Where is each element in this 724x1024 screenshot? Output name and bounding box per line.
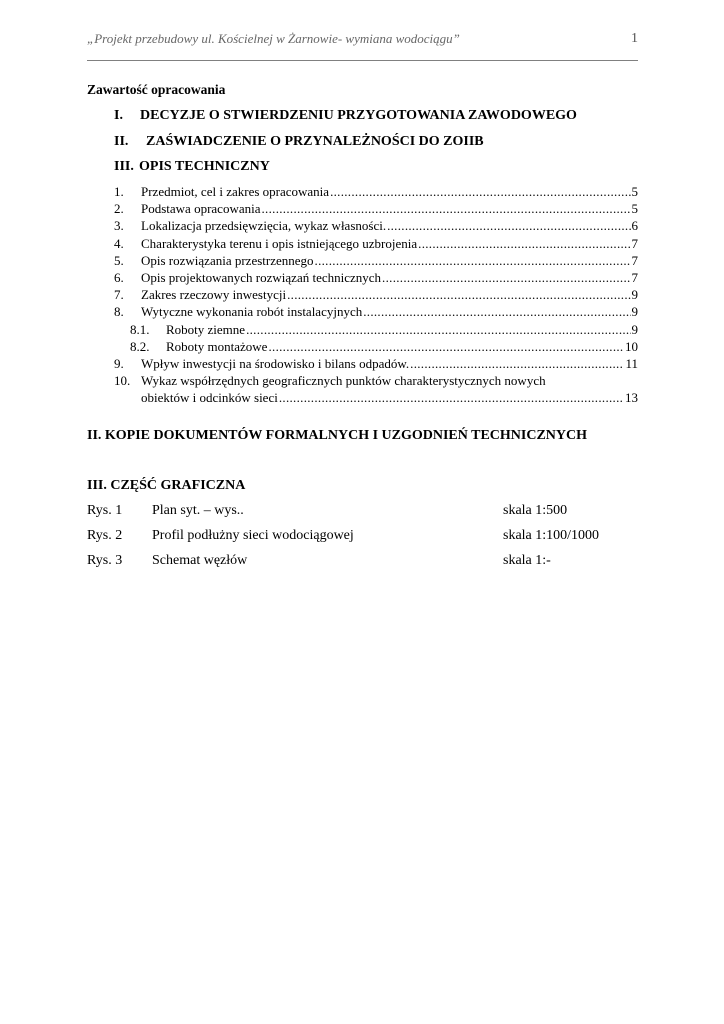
toc-number: 6. [114,269,124,285]
toc-page: 11 [625,355,638,371]
drawing-scale: skala 1:- [503,553,551,568]
section-number: III. [114,159,134,174]
toc-page: 7 [631,269,638,285]
toc-number: 4. [114,235,124,251]
toc-page: 5 [631,201,638,217]
toc-page: 6 [631,218,638,234]
toc-page: 13 [625,390,638,406]
section-czesc-graficzna: III. CZĘŚĆ GRAFICZNA [87,478,246,493]
toc-number: 10. [114,373,131,389]
drawing-label: Rys. 3 [87,553,123,568]
toc-number: 5. [114,252,124,268]
toc-subentry[interactable] [114,338,638,355]
section-number: II. [114,134,129,149]
drawing-title: Plan syt. – wys.. [152,503,244,518]
drawing-title: Profil podłużny sieci wodociągowej [152,528,354,543]
toc-entry[interactable] [114,269,638,286]
toc-entry[interactable] [114,200,638,217]
toc-label: Roboty montażowe [166,338,268,354]
section-label: ZAŚWIADCZENIE O PRZYNALEŻNOŚCI DO ZOIIB [146,134,484,149]
toc-entry[interactable] [114,217,638,234]
toc-number: 2. [114,201,124,217]
drawing-label: Rys. 2 [87,528,123,543]
drawing-title: Schemat węzłów [152,553,248,568]
drawing-scale: skala 1:100/1000 [503,528,600,543]
toc-label: Wpływ inwestycji na środowisko i bilans odpadów. [141,355,410,371]
drawing-label: Rys. 1 [87,503,123,518]
drawing-row [87,553,647,575]
table-of-contents [114,183,638,406]
page-header [87,30,638,61]
toc-label: Opis rozwiązania przestrzennego [141,252,314,268]
toc-subentry[interactable] [114,321,638,338]
toc-entry[interactable] [114,355,638,372]
toc-number: 7. [114,287,124,303]
toc-number: 8. [114,304,124,320]
toc-page: 7 [631,235,638,251]
toc-label: Przedmiot, cel i zakres opracowania [141,184,330,199]
drawing-row [87,503,647,525]
toc-entry[interactable] [114,286,638,303]
section-label: OPIS TECHNICZNY [139,159,270,174]
toc-entry-continuation[interactable] [114,389,638,406]
toc-entry[interactable] [114,372,638,389]
toc-label: Roboty ziemne [166,321,246,337]
toc-page: 9 [631,287,638,303]
toc-page: 5 [631,184,638,199]
header-page-number: 1 [631,31,638,46]
toc-entry[interactable] [114,235,638,252]
toc-page: 10 [625,338,638,354]
toc-page: 7 [631,252,638,268]
section-decyzje [114,108,577,124]
toc-number: 8.1. [130,321,150,337]
drawing-row [87,528,647,550]
toc-entry[interactable] [114,303,638,320]
toc-number: 3. [114,218,124,234]
toc-label: Charakterystyka terenu i opis istniejącego uzbrojenia [141,235,418,251]
toc-label: Opis projektowanych rozwiązań technicznych [141,269,382,285]
section-label: DECYZJE O STWIERDZENIU PRZYGOTOWANIA ZAWODOWEGO [140,108,577,123]
toc-entry[interactable] [114,183,638,200]
toc-label: Zakres rzeczowy inwestycji [141,287,287,303]
toc-number: 9. [114,355,124,371]
drawing-scale: skala 1:500 [503,503,568,518]
section-opis-techniczny [114,159,270,175]
header-title: „Projekt przebudowy ul. Kościelnej w Żarnowie- wymiana wodociągu” [87,31,460,46]
section-number: I. [114,108,123,123]
section-kopie-dokumentow: II. KOPIE DOKUMENTÓW FORMALNYCH I UZGODNIEŃ TECHNICZNYCH [87,428,588,443]
toc-label: Lokalizacja przedsięwzięcia, wykaz własności. [141,218,387,234]
toc-entry[interactable] [114,252,638,269]
contents-title: Zawartość opracowania [87,82,226,97]
toc-page: 9 [631,321,638,337]
section-zaswiadczenie [114,134,484,150]
toc-label: Wytyczne wykonania robót instalacyjnych [141,304,363,320]
toc-label: obiektów i odcinków sieci [141,390,278,406]
toc-label: Wykaz współrzędnych geograficznych punktów charakterystycznych nowych [141,373,546,389]
toc-number: 8.2. [130,338,150,354]
toc-page: 9 [631,304,638,320]
toc-label: Podstawa opracowania [141,201,261,217]
toc-number: 1. [114,184,124,199]
